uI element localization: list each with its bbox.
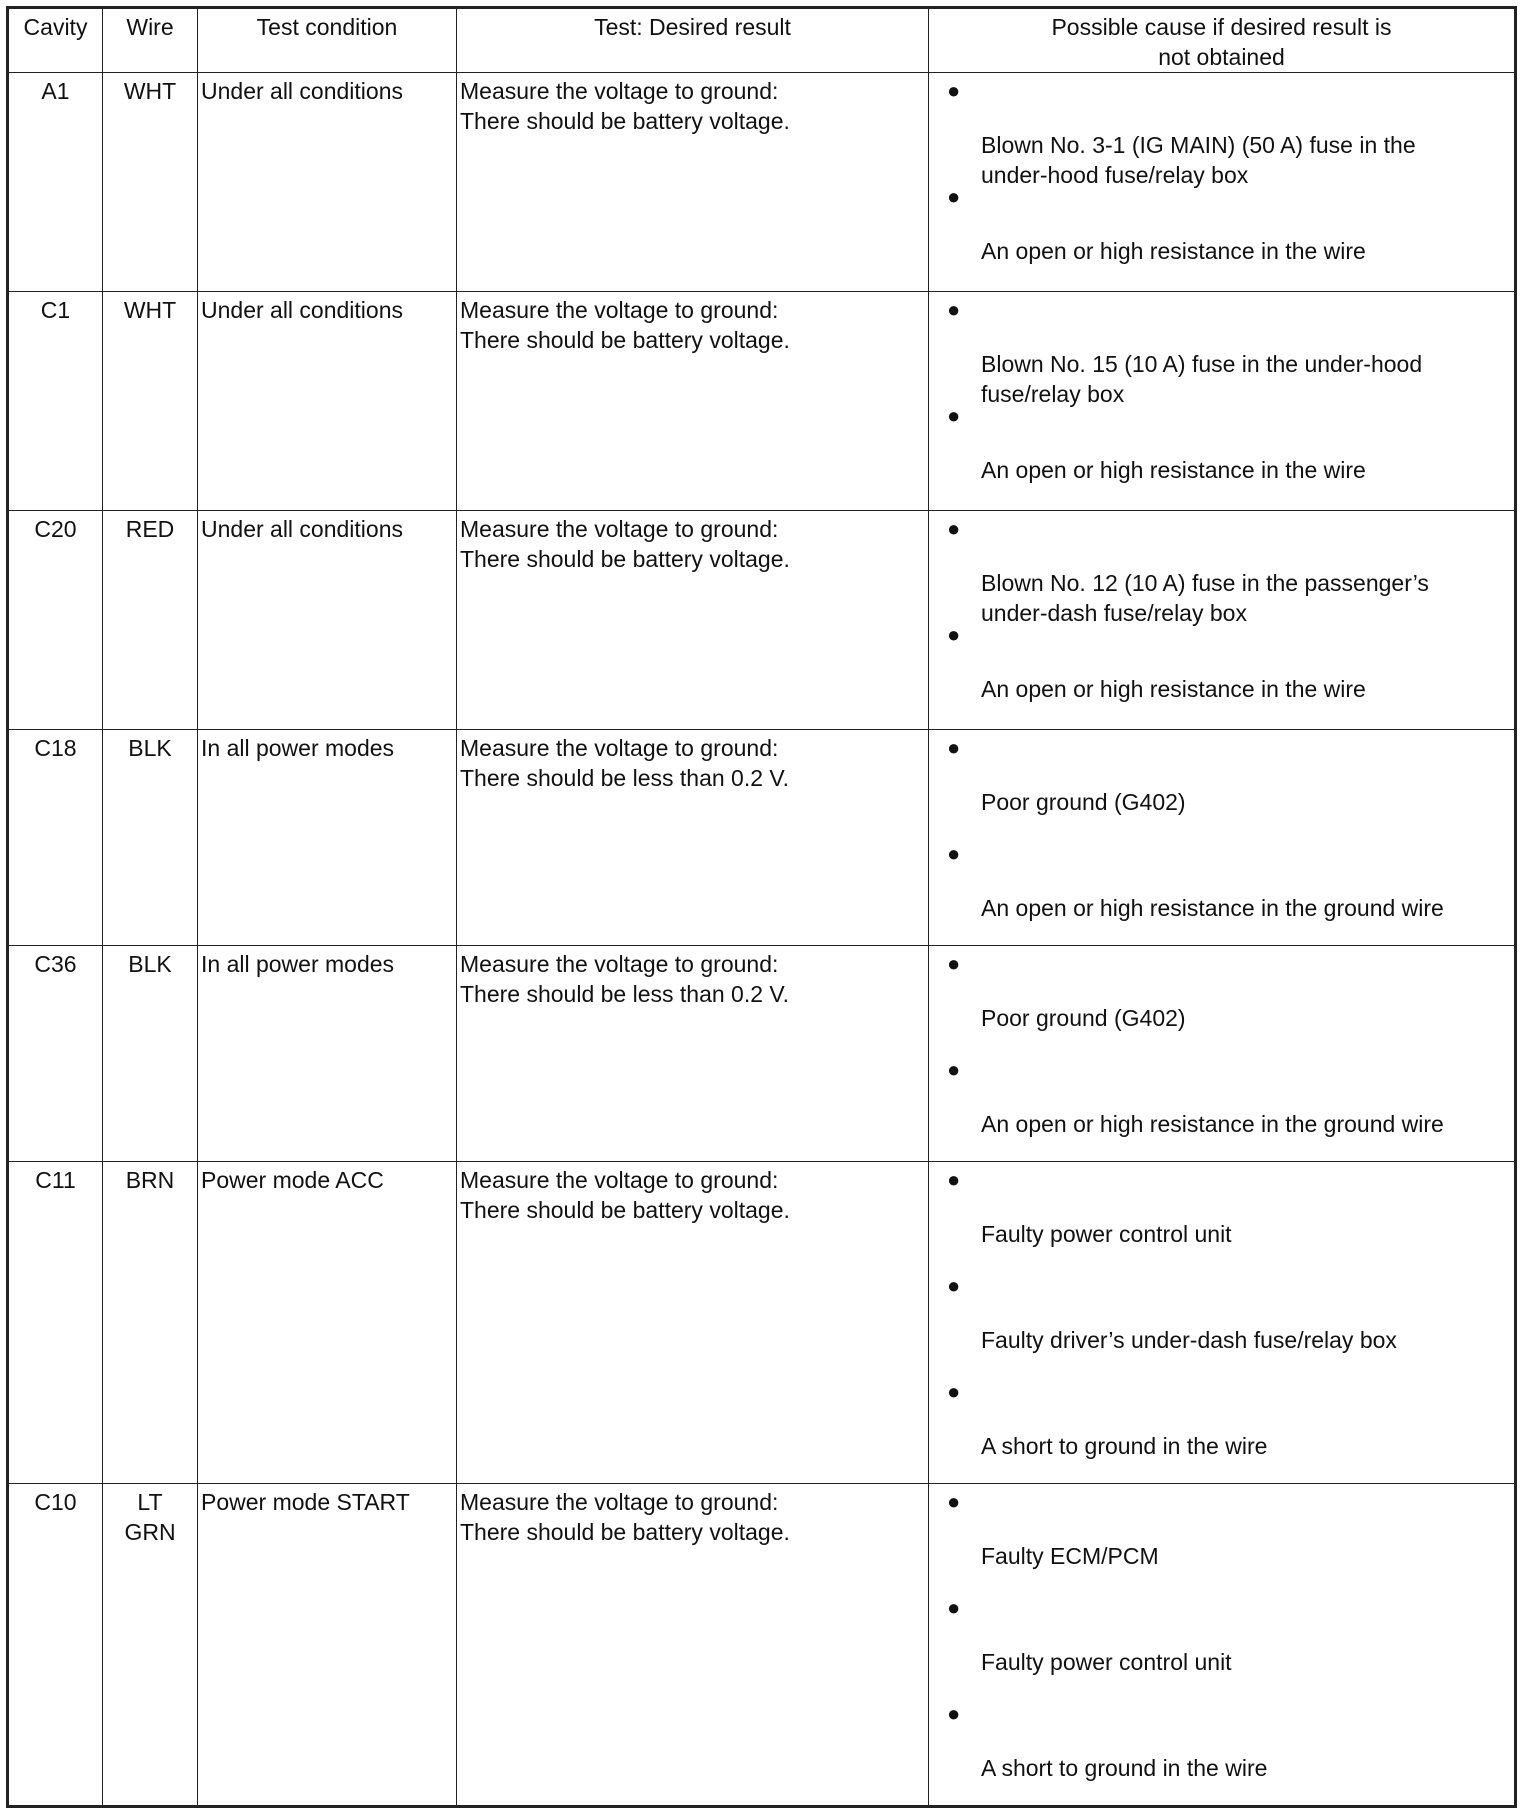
cause-item (929, 1271, 1514, 1377)
bullet-icon: ● (947, 516, 961, 541)
bullet-icon: ● (947, 1701, 961, 1726)
test-result-cell (457, 730, 929, 946)
possible-cause-cell (929, 511, 1516, 730)
cause-text (981, 1219, 1510, 1249)
wire-cell (103, 1162, 198, 1484)
cause-text (981, 1325, 1510, 1355)
table-row (8, 730, 1516, 946)
cause-item (929, 401, 1514, 507)
cause-text (981, 893, 1510, 923)
cause-text-line: A short to ground in the wire (981, 1755, 1268, 1781)
test-result-line1: Measure the voltage to ground: (460, 297, 779, 323)
cause-text-line: Poor ground (G402) (981, 789, 1186, 815)
test-condition-cell: In all power modes (198, 730, 457, 946)
cause-text (981, 1541, 1510, 1571)
header-possible-cause-line2: not obtained (1158, 44, 1285, 70)
test-condition-cell: In all power modes (198, 946, 457, 1162)
cavity-cell: C10 (8, 1484, 103, 1807)
test-result-cell (457, 1484, 929, 1807)
cause-item (929, 1055, 1514, 1161)
header-test-condition: Test condition (198, 8, 457, 73)
test-result-cell (457, 946, 929, 1162)
cause-item (929, 839, 1514, 945)
cause-text (981, 1647, 1510, 1677)
cause-item (929, 1487, 1514, 1593)
test-result-line1: Measure the voltage to ground: (460, 78, 779, 104)
bullet-icon: ● (947, 735, 961, 760)
possible-cause-cell (929, 1484, 1516, 1807)
cause-text-line: fuse/relay box (981, 381, 1125, 407)
bullet-icon: ● (947, 622, 961, 647)
cause-text (981, 1753, 1510, 1783)
test-condition-cell: Power mode START (198, 1484, 457, 1807)
cause-text (981, 674, 1510, 704)
bullet-icon: ● (947, 1057, 961, 1082)
test-result-line1: Measure the voltage to ground: (460, 951, 779, 977)
header-wire: Wire (103, 8, 198, 73)
wire-color: BRN (125, 1167, 175, 1193)
cavity-cell: C36 (8, 946, 103, 1162)
cause-text-line: An open or high resistance in the ground wire (981, 895, 1444, 921)
table-row (8, 292, 1516, 511)
cause-text-line: Faulty power control unit (981, 1221, 1232, 1247)
cause-item (929, 76, 1514, 188)
cause-text-line: under-dash fuse/relay box (981, 600, 1247, 626)
wire-cell (103, 73, 198, 292)
table-row (8, 511, 1516, 730)
test-result-cell (457, 511, 929, 730)
cause-text-line: Blown No. 15 (10 A) fuse in the under-hood (981, 351, 1423, 377)
table-body (8, 73, 1516, 1807)
wire-cell (103, 292, 198, 511)
test-condition-cell: Under all conditions (198, 73, 457, 292)
cavity-cell: C20 (8, 511, 103, 730)
wire-color: RED (125, 516, 175, 542)
table-row (8, 1162, 1516, 1484)
table-row (8, 1484, 1516, 1807)
cause-item (929, 514, 1514, 626)
table-row (8, 946, 1516, 1162)
header-cavity: Cavity (8, 8, 103, 73)
cause-item (929, 733, 1514, 839)
connector-test-table (6, 6, 1517, 1808)
cause-item (929, 620, 1514, 726)
test-result-line2: There should be less than 0.2 V. (460, 981, 790, 1007)
connector-test-table-sheet (6, 6, 1514, 1808)
cavity-cell: C11 (8, 1162, 103, 1484)
test-result-line1: Measure the voltage to ground: (460, 1167, 779, 1193)
test-result-line2: There should be battery voltage. (460, 108, 790, 134)
test-result-line2: There should be less than 0.2 V. (460, 765, 790, 791)
cavity-cell: C1 (8, 292, 103, 511)
cause-text (981, 1431, 1510, 1461)
test-result-line2: There should be battery voltage. (460, 546, 790, 572)
table-row (8, 73, 1516, 292)
test-result-cell (457, 73, 929, 292)
wire-color: WHT (123, 78, 177, 104)
cause-text (981, 349, 1510, 409)
cause-text (981, 1109, 1510, 1139)
test-result-line1: Measure the voltage to ground: (460, 735, 779, 761)
test-condition-cell: Power mode ACC (198, 1162, 457, 1484)
possible-cause-cell (929, 946, 1516, 1162)
cause-item (929, 1593, 1514, 1699)
possible-cause-cell (929, 73, 1516, 292)
cause-text-line: under-hood fuse/relay box (981, 162, 1249, 188)
wire-cell (103, 1484, 198, 1807)
cause-text-line: Faulty ECM/PCM (981, 1543, 1159, 1569)
wire-color: WHT (123, 297, 177, 323)
possible-cause-cell (929, 1162, 1516, 1484)
cause-item (929, 295, 1514, 407)
header-row (8, 8, 1516, 73)
cause-text (981, 1003, 1510, 1033)
bullet-icon: ● (947, 1489, 961, 1514)
cause-text-line: Poor ground (G402) (981, 1005, 1186, 1031)
wire-color: BLK (128, 735, 172, 761)
possible-cause-cell (929, 730, 1516, 946)
cavity-cell: A1 (8, 73, 103, 292)
wire-cell (103, 511, 198, 730)
header-possible-cause-line1: Possible cause if desired result is (1051, 14, 1392, 40)
test-result-line1: Measure the voltage to ground: (460, 1489, 779, 1515)
test-result-line1: Measure the voltage to ground: (460, 516, 779, 542)
cause-text-line: Blown No. 3-1 (IG MAIN) (50 A) fuse in the (981, 132, 1416, 158)
bullet-icon: ● (947, 403, 961, 428)
cause-text (981, 568, 1510, 628)
bullet-icon: ● (947, 1167, 961, 1192)
cause-text-line: An open or high resistance in the wire (981, 457, 1366, 483)
test-condition-cell: Under all conditions (198, 511, 457, 730)
possible-cause-cell (929, 292, 1516, 511)
cause-item (929, 1377, 1514, 1483)
header-possible-cause (929, 8, 1516, 73)
cause-text-line: Blown No. 12 (10 A) fuse in the passenger’s (981, 570, 1429, 596)
cause-text (981, 455, 1510, 485)
test-result-line2: There should be battery voltage. (460, 327, 790, 353)
bullet-icon: ● (947, 1273, 961, 1298)
cause-item (929, 949, 1514, 1055)
wire-color: BLK (128, 951, 172, 977)
cause-text-line: An open or high resistance in the wire (981, 238, 1366, 264)
wire-color: LT (137, 1489, 163, 1515)
test-result-cell (457, 292, 929, 511)
test-result-line2: There should be battery voltage. (460, 1519, 790, 1545)
cause-item (929, 1699, 1514, 1805)
cause-text-line: A short to ground in the wire (981, 1433, 1268, 1459)
wire-color: GRN (124, 1519, 176, 1545)
cause-text-line: Faulty power control unit (981, 1649, 1232, 1675)
header-test-desired-result: Test: Desired result (457, 8, 929, 73)
cause-text-line: An open or high resistance in the wire (981, 676, 1366, 702)
cause-text-line: Faulty driver’s under-dash fuse/relay box (981, 1327, 1397, 1353)
cause-text (981, 236, 1510, 266)
bullet-icon: ● (947, 297, 961, 322)
bullet-icon: ● (947, 1595, 961, 1620)
test-result-cell (457, 1162, 929, 1484)
cause-item (929, 182, 1514, 288)
cause-text (981, 130, 1510, 190)
cavity-cell: C18 (8, 730, 103, 946)
cause-text-line: An open or high resistance in the ground wire (981, 1111, 1444, 1137)
wire-cell (103, 946, 198, 1162)
test-condition-cell: Under all conditions (198, 292, 457, 511)
wire-cell (103, 730, 198, 946)
bullet-icon: ● (947, 951, 961, 976)
bullet-icon: ● (947, 841, 961, 866)
test-result-line2: There should be battery voltage. (460, 1197, 790, 1223)
cause-text (981, 787, 1510, 817)
cause-item (929, 1165, 1514, 1271)
bullet-icon: ● (947, 184, 961, 209)
bullet-icon: ● (947, 1379, 961, 1404)
bullet-icon: ● (947, 78, 961, 103)
